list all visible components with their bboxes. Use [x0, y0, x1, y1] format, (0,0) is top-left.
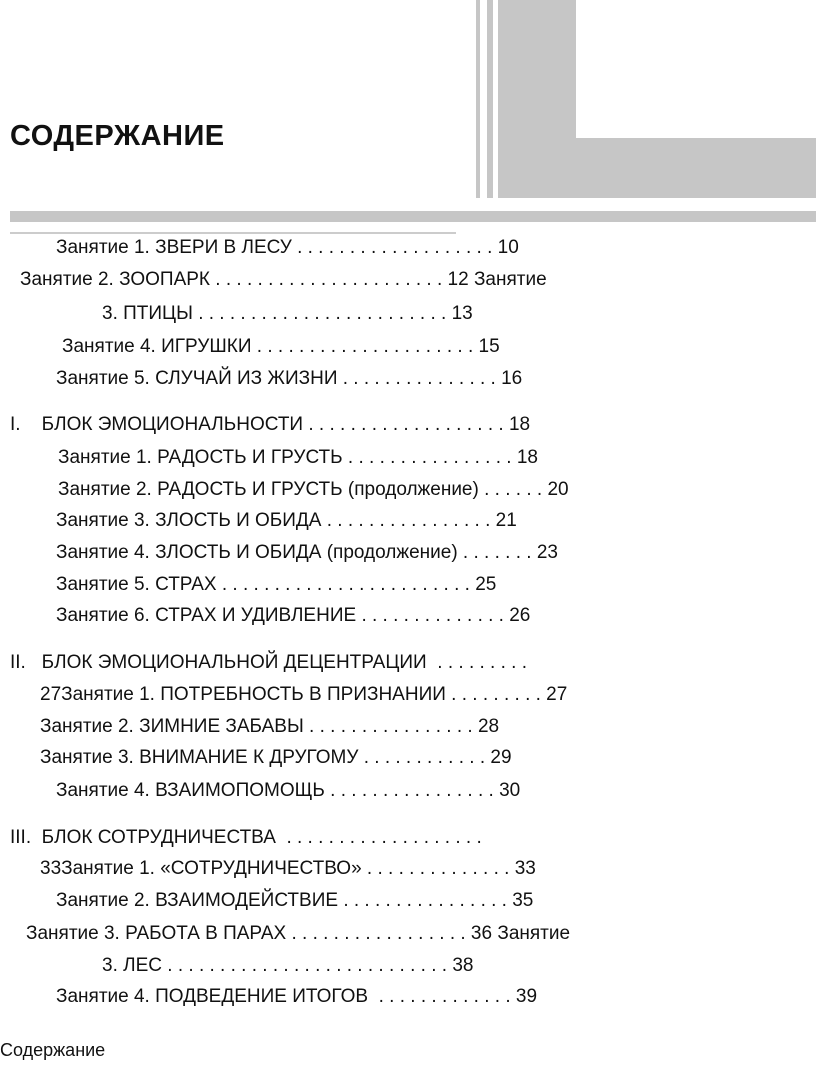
toc-entry: Занятие 3. ЗЛОСТЬ И ОБИДА . . . . . . . . . . . . . . . . 21 — [56, 510, 517, 531]
toc-entry: Занятие 6. СТРАХ И УДИВЛЕНИЕ . . . . . . . . . . . . . . 26 — [56, 605, 531, 626]
toc-entry: 33Занятие 1. «СОТРУДНИЧЕСТВО» . . . . . . . . . . . . . . 33 — [40, 858, 536, 879]
toc-entry: Занятие 5. СТРАХ . . . . . . . . . . . . . . . . . . . . . . . . 25 — [56, 574, 497, 595]
toc-entry: Занятие 3. РАБОТА В ПАРАХ . . . . . . . . . . . . . . . . . 36 Занятие — [26, 923, 571, 944]
toc-entry: Занятие 4. ПОДВЕДЕНИЕ ИТОГОВ . . . . . . . . . . . . . 39 — [56, 986, 538, 1007]
toc-entry: 3. ЛЕС . . . . . . . . . . . . . . . . . . . . . . . . . . . 38 — [102, 955, 474, 976]
header-rule-thick — [10, 211, 816, 222]
toc-entry: Занятие 3. ВНИМАНИЕ К ДРУГОМУ . . . . . . . . . . . . 29 — [40, 747, 512, 768]
corner-block-bottom — [576, 138, 816, 198]
toc-entry: Занятие 2. ЗИМНИЕ ЗАБАВЫ . . . . . . . . . . . . . . . . 28 — [40, 716, 500, 737]
corner-block-left — [498, 0, 576, 198]
toc-entry: Занятие 1. ЗВЕРИ В ЛЕСУ . . . . . . . . . . . . . . . . . . . 10 — [56, 237, 519, 258]
toc-entry: Занятие 4. ЗЛОСТЬ И ОБИДА (продолжение) . . . . . . . 23 — [56, 542, 558, 563]
toc-entry: Занятие 1. РАДОСТЬ И ГРУСТЬ . . . . . . . . . . . . . . . . 18 — [58, 447, 538, 468]
toc-section: II. БЛОК ЭМОЦИОНАЛЬНОЙ ДЕЦЕНТРАЦИИ . . . . . . . . . — [10, 652, 528, 673]
toc-entry: 27Занятие 1. ПОТРЕБНОСТЬ В ПРИЗНАНИИ . . . . . . . . . 27 — [40, 684, 568, 705]
corner-vertical-stripe-2 — [487, 0, 493, 198]
toc-entry: Занятие 4. ИГРУШКИ . . . . . . . . . . . . . . . . . . . . . 15 — [62, 336, 500, 357]
toc-entry: Занятие 2. ВЗАИМОДЕЙСТВИЕ . . . . . . . . . . . . . . . . 35 — [56, 890, 534, 911]
toc-entry: Занятие 5. СЛУЧАЙ ИЗ ЖИЗНИ . . . . . . . . . . . . . . . 16 — [56, 368, 523, 389]
header-rule-thin — [10, 232, 456, 234]
toc-section: I. БЛОК ЭМОЦИОНАЛЬНОСТИ . . . . . . . . . . . . . . . . . . . 18 — [10, 414, 531, 435]
toc-entry: 3. ПТИЦЫ . . . . . . . . . . . . . . . . . . . . . . . . 13 — [102, 303, 473, 324]
toc-entry: Занятие 2. РАДОСТЬ И ГРУСТЬ (продолжение) . . . . . . 20 — [58, 479, 569, 500]
toc-entry: Занятие 2. ЗООПАРК . . . . . . . . . . . . . . . . . . . . . . 12 Занятие — [20, 269, 547, 290]
page-title: СОДЕРЖАНИЕ — [10, 120, 225, 152]
page-footer: Содержание — [0, 1040, 106, 1060]
toc-entry: Занятие 4. ВЗАИМОПОМОЩЬ . . . . . . . . . . . . . . . . 30 — [56, 780, 521, 801]
toc-section: III. БЛОК СОТРУДНИЧЕСТВА . . . . . . . . . . . . . . . . . . . — [10, 827, 482, 848]
corner-vertical-stripe-1 — [476, 0, 480, 198]
